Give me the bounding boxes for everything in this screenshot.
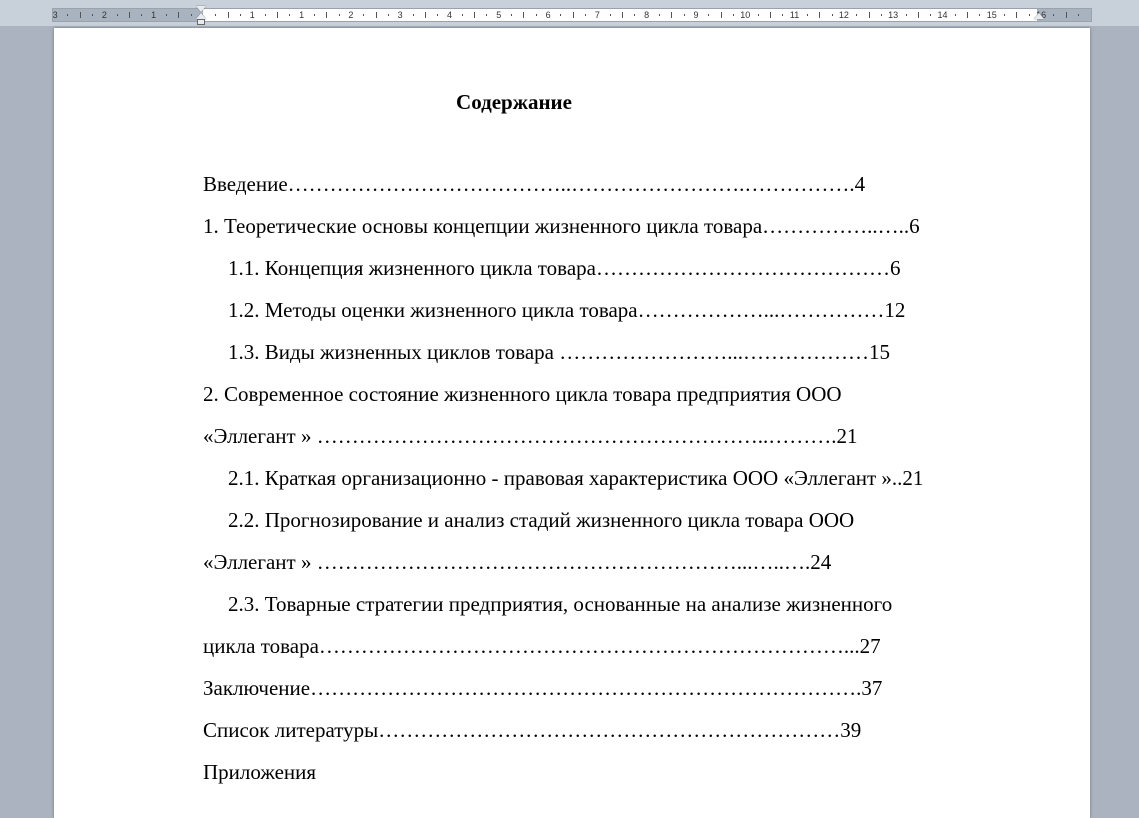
ruler-number: 2 xyxy=(348,10,354,20)
ruler-number: 16 xyxy=(1036,10,1047,20)
ruler-number: 1 xyxy=(151,10,157,20)
ruler-tick xyxy=(659,14,660,16)
toc-entry: 1.1. Концепция жизненного цикла товара……………………………………6 xyxy=(228,256,901,280)
ruler-tick xyxy=(881,14,882,16)
ruler-tick xyxy=(807,14,808,16)
ruler-tick xyxy=(413,14,414,16)
toc-entry-continuation: цикла товара…………………………………………………………………...27 xyxy=(203,634,881,658)
ruler-tick xyxy=(178,12,179,18)
horizontal-ruler[interactable] xyxy=(0,0,1139,26)
ruler-tick xyxy=(92,14,93,16)
ruler-tick xyxy=(536,14,537,16)
ruler-tick xyxy=(856,14,857,16)
ruler-tick xyxy=(560,14,561,16)
ruler-tick xyxy=(289,14,290,16)
ruler-tick xyxy=(523,12,524,18)
ruler-tick xyxy=(265,14,266,16)
ruler-tick xyxy=(634,14,635,16)
toc-entry: 2.1. Краткая организационно - правовая характеристика ООО «Эллегант »..21 xyxy=(228,466,924,490)
document-title: Содержание xyxy=(456,90,572,114)
ruler-left-margin xyxy=(53,9,203,21)
ruler-tick xyxy=(758,14,759,16)
ruler-tick xyxy=(1004,14,1005,16)
ruler-tick xyxy=(117,14,118,16)
ruler-number: 7 xyxy=(594,10,600,20)
toc-entry: Введение…………………………………..…………………….…………….4 xyxy=(203,172,866,196)
toc-entry: Заключение…………………………………………………………………….37 xyxy=(203,676,883,700)
toc-entry: 2.3. Товарные стратегии предприятия, основанные на анализе жизненного xyxy=(228,592,893,616)
ruler-tick xyxy=(240,14,241,16)
ruler-tick xyxy=(388,14,389,16)
ruler-number: 2 xyxy=(101,10,107,20)
toc-entry: 2.2. Прогнозирование и анализ стадий жизненного цикла товара ООО xyxy=(228,508,855,532)
ruler-number: 12 xyxy=(838,10,849,20)
ruler-number: 15 xyxy=(986,10,997,20)
toc-entry: Приложения xyxy=(203,760,317,784)
ruler-tick xyxy=(425,12,426,18)
ruler-tick xyxy=(573,12,574,18)
ruler-tick xyxy=(511,14,512,16)
ruler-tick xyxy=(819,12,820,18)
ruler-number: 5 xyxy=(496,10,502,20)
ruler-tick xyxy=(869,12,870,18)
ruler-tick xyxy=(721,12,722,18)
ruler-tick xyxy=(376,12,377,18)
toc-entry: 2. Современное состояние жизненного цикла товара предприятия ООО xyxy=(203,382,842,406)
ruler-number: 6 xyxy=(545,10,551,20)
ruler-tick xyxy=(228,12,229,18)
ruler-tick xyxy=(832,14,833,16)
ruler-tick xyxy=(708,14,709,16)
ruler-tick xyxy=(326,12,327,18)
ruler-tick xyxy=(166,14,167,16)
ruler-tick xyxy=(671,12,672,18)
ruler-tick xyxy=(474,12,475,18)
ruler-tick xyxy=(129,12,130,18)
ruler-tick xyxy=(80,12,81,18)
ruler-tick xyxy=(770,12,771,18)
ruler-tick xyxy=(610,14,611,16)
ruler-tick xyxy=(277,12,278,18)
ruler-tick xyxy=(1016,12,1017,18)
ruler-tick xyxy=(67,14,68,16)
ruler-tick xyxy=(462,14,463,16)
ruler-tick xyxy=(486,14,487,16)
ruler-tick xyxy=(955,14,956,16)
ruler-tick xyxy=(733,14,734,16)
ruler-track[interactable] xyxy=(52,8,1092,22)
ruler-tick xyxy=(622,12,623,18)
toc-entry-continuation: «Эллегант » ……………………………………………………...…..….24 xyxy=(203,550,832,574)
ruler-tick xyxy=(437,14,438,16)
ruler-tick xyxy=(215,14,216,16)
ruler-number: 4 xyxy=(446,10,453,20)
ruler-tick xyxy=(1078,14,1079,16)
ruler-number: 3 xyxy=(397,10,403,20)
first-line-indent-marker[interactable] xyxy=(196,6,206,12)
ruler-tick xyxy=(930,14,931,16)
ruler-tick xyxy=(1066,12,1067,18)
ruler-number: 9 xyxy=(693,10,699,20)
ruler-tick xyxy=(684,14,685,16)
ruler-tick xyxy=(906,14,907,16)
ruler-number: 13 xyxy=(888,10,899,20)
ruler-number: 11 xyxy=(789,10,800,20)
ruler-tick xyxy=(339,14,340,16)
toc-entry: Список литературы…………………………………………………………39 xyxy=(203,718,862,742)
toc-entry: 1. Теоретические основы концепции жизненного цикла товара……………..…..6 xyxy=(203,214,920,238)
toc-entry: 1.3. Виды жизненных циклов товара ……………………...………………15 xyxy=(228,340,890,364)
ruler-tick xyxy=(967,12,968,18)
right-indent-marker[interactable] xyxy=(1034,13,1044,19)
ruler-number: 3 xyxy=(52,10,58,20)
toc-entry: 1.2. Методы оценки жизненного цикла товара………………...……………12 xyxy=(228,298,906,322)
ruler-tick xyxy=(782,14,783,16)
ruler-tick xyxy=(979,14,980,16)
ruler-tick xyxy=(191,14,192,16)
left-indent-marker[interactable] xyxy=(197,19,205,25)
ruler-tick xyxy=(141,14,142,16)
ruler-tick xyxy=(363,14,364,16)
ruler-tick xyxy=(585,14,586,16)
ruler-tick xyxy=(314,14,315,16)
ruler-number: 8 xyxy=(644,10,650,20)
ruler-number: 1 xyxy=(249,10,255,20)
ruler-tick xyxy=(918,12,919,18)
ruler-number: 1 xyxy=(299,10,305,20)
ruler-tick xyxy=(1053,14,1054,16)
ruler-tick xyxy=(1029,14,1030,16)
ruler-number: 14 xyxy=(937,10,948,20)
toc-entry-continuation: «Эллегант » ………………………………………………………..……….21 xyxy=(203,424,858,448)
ruler-number: 10 xyxy=(740,10,751,20)
